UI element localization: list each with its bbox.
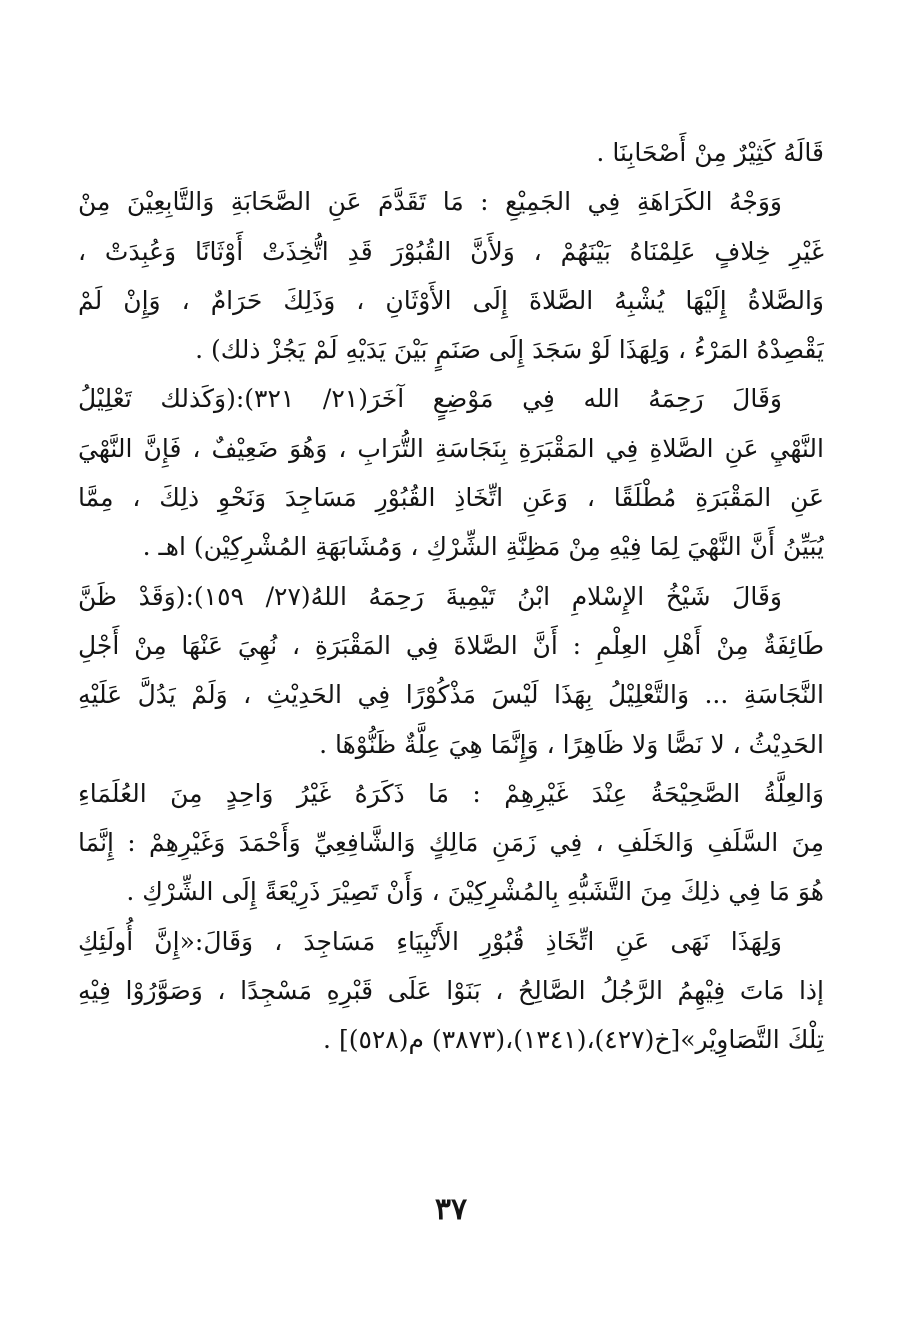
text-line: وَقَالَ شَيْخُ الإِسْلامِ ابْنُ تَيْمِيةَ رَحِمَهُ اللهُ(٢٧/ ١٥٩):(وَقَدْ ظَنَّ (78, 581, 782, 611)
text-line: يُبَيِّنُ أَنَّ النَّهْيَ لِمَا فِيْهِ مِنْ مَظِنَّةِ الشِّرْكِ ، وَمُشَابَهَةِ المُشْرِكِيْن) اهـ . (142, 532, 824, 562)
text-line: النَّجَاسَةِ ... وَالتَّعْلِيْلُ بِهَذَا لَيْسَ مَذْكُوْرًا فِي الحَدِيْثِ ، وَلَمْ يَدُلَّ عَلَيْهِ (78, 680, 824, 710)
text-line: هُوَ مَا فِي ذلِكَ مِنَ التَّشَبُّهِ بِالمُشْرِكِيْنَ ، وَأَنْ تَصِيْرَ ذَرِيْعَةً إِلَى الشِّرْكِ . (126, 877, 824, 907)
text-line: غَيْرِ خِلافٍ عَلِمْنَاهُ بَيْنَهُمْ ، وَلأَنَّ القُبُوْرَ قَدِ اتُّخِذَتْ أَوْثَانًا وَعُبِدَتْ ، (78, 236, 824, 266)
text-line: تِلْكَ التَّصَاوِيْر»[خ(٤٢٧)،(١٣٤١)،(٣٨٧٣) م(٥٢٨)] . (323, 1025, 824, 1055)
text-line: وَقَالَ رَحِمَهُ الله فِي مَوْضِعٍ آخَرَ(٢١/ ٣٢١):(وَكَذلك تَعْلِيْلُ (78, 384, 782, 414)
page-number: ٣٧ (434, 1192, 468, 1227)
text-line: قَالَهُ كَثِيْرٌ مِنْ أَصْحَابِنَا . (596, 138, 824, 167)
text-line: إذا مَاتَ فِيْهِمُ الرَّجُلُ الصَّالِحُ ، بَنَوْا عَلَى قَبْرِهِ مَسْجِدًا ، وَصَوَّرُوْا فِيْهِ (78, 976, 824, 1006)
text-line: وَالصَّلاةُ إِلَيْهَا يُشْبِهُ الصَّلاةَ إِلَى الأَوْثَانِ ، وَذَلِكَ حَرَامٌ ، وَإِنْ لَمْ (78, 285, 824, 315)
text-line: وَلِهَذَا نَهَى عَنِ اتِّخَاذِ قُبُوْرِ الأَنْبِيَاءِ مَسَاجِدَ ، وَقَالَ:«إِنَّ أُولَئِكِ (78, 926, 782, 956)
text-line: يَقْصِدْهُ المَرْءُ ، وَلِهَذَا لَوْ سَجَدَ إِلَى صَنَمٍ بَيْنَ يَدَيْهِ لَمْ يَجُزْ ذلك) . (195, 335, 824, 365)
text-line: النَّهْيِ عَنِ الصَّلاةِ فِي المَقْبَرَةِ بِنَجَاسَةِ التُّرَابِ ، وَهُوَ ضَعِيْفٌ ، فَإِنَّ النَّهْيَ (78, 433, 824, 463)
text-line: عَنِ المَقْبَرَةِ مُطْلَقًا ، وَعَنِ اتِّخَاذِ القُبُوْرِ مَسَاجِدَ وَنَحْوِ ذلِكَ ، مِمَّا (78, 483, 824, 513)
text-line: وَوَجْهُ الكَرَاهَةِ فِي الجَمِيْعِ : مَا تَقَدَّمَ عَنِ الصَّحَابَةِ وَالتَّابِعِيْنَ مِنْ (78, 187, 782, 217)
main-text (78, 128, 824, 1065)
text-line: الحَدِيْثُ ، لا نَصًّا وَلا ظَاهِرًا ، وَإِنَّمَا هِيَ عِلَّةٌ ظَنُّوْهَا . (319, 729, 824, 759)
text-line: طَائِفَةٌ مِنْ أَهْلِ العِلْمِ : أَنَّ الصَّلاةَ فِي المَقْبَرَةِ ، نُهِيَ عَنْهَا مِنْ أَجْلِ (78, 630, 824, 660)
text-line: مِنَ السَّلَفِ وَالخَلَفِ ، فِي زَمَنِ مَالِكٍ وَالشَّافِعِيِّ وَأَحْمَدَ وَغَيْرِهِمْ : إِنَّمَا (78, 828, 824, 858)
text-line: وَالعِلَّةُ الصَّحِيْحَةُ عِنْدَ غَيْرِهِمْ : مَا ذَكَرَهُ غَيْرُ وَاحِدٍ مِنَ العُلَمَاءِ (78, 778, 824, 808)
